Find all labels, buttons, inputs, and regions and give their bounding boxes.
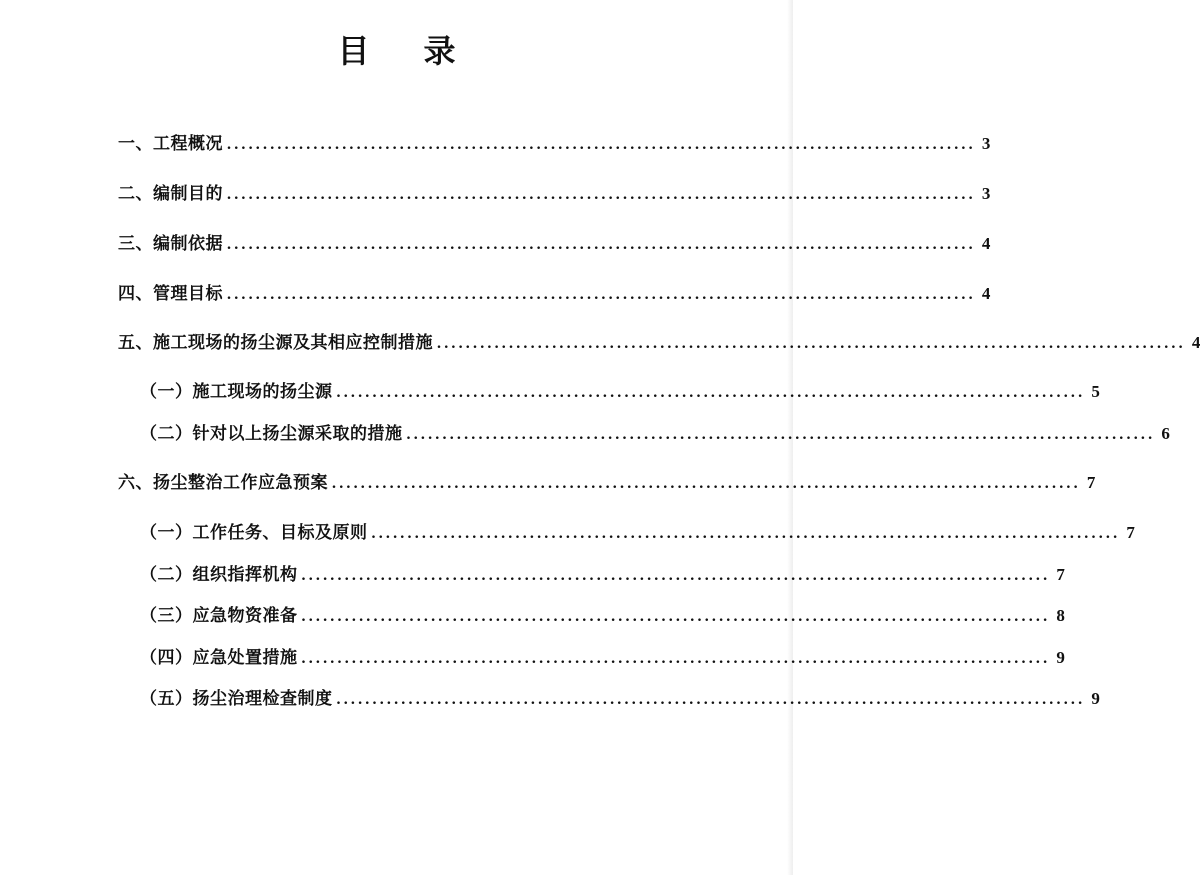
toc-entry-label: （五）扬尘治理检查制度 — [140, 689, 333, 709]
toc-entry[interactable] — [140, 684, 1100, 709]
toc-dot-leader: ........................................................................................................ — [437, 335, 1186, 352]
toc-entry-label: 二、编制目的 — [118, 184, 223, 204]
toc-dot-leader: ........................................................................................................ — [336, 384, 1086, 401]
toc-entry-label: （四）应急处置措施 — [140, 648, 298, 668]
toc-entry-page: 4 — [1191, 333, 1200, 352]
toc-dot-leader: ........................................................................................................ — [406, 426, 1156, 443]
toc-entry[interactable] — [140, 518, 1135, 543]
toc-entry-label: 三、编制依据 — [118, 234, 223, 254]
page-title-char-2: 录 — [423, 32, 456, 70]
toc-dot-leader: ........................................................................................................ — [227, 286, 976, 303]
toc-entry-page: 9 — [1056, 648, 1065, 667]
toc-entry-page: 7 — [1126, 523, 1135, 542]
toc-entry-label: （二）组织指挥机构 — [140, 565, 298, 585]
toc-entry-label: 六、扬尘整治工作应急预案 — [118, 473, 328, 493]
toc-entry-page: 7 — [1086, 473, 1096, 492]
toc-entry-label: 一、工程概况 — [118, 134, 223, 154]
toc-entry[interactable] — [140, 643, 1065, 668]
toc-entry[interactable] — [140, 419, 1170, 444]
toc-dot-leader: ........................................................................................................ — [301, 650, 1051, 667]
toc-entry-label: 五、施工现场的扬尘源及其相应控制措施 — [118, 333, 433, 353]
toc-entry-page: 4 — [981, 284, 991, 303]
toc-entry-label: （一）工作任务、目标及原则 — [140, 523, 368, 543]
toc-entry[interactable] — [118, 279, 991, 304]
toc-dot-leader: ........................................................................................................ — [301, 567, 1051, 584]
toc-dot-leader: ........................................................................................................ — [227, 236, 976, 253]
toc-entry-page: 3 — [981, 184, 991, 203]
toc-entry-page: 4 — [981, 234, 991, 253]
toc-entry-page: 7 — [1056, 565, 1065, 584]
toc-entry[interactable] — [140, 601, 1065, 626]
toc-entry-page: 6 — [1161, 424, 1170, 443]
toc-entry[interactable] — [118, 129, 991, 154]
toc-dot-leader: ........................................................................................................ — [227, 186, 976, 203]
toc-entry[interactable] — [118, 468, 1096, 493]
toc-entry[interactable] — [118, 328, 1200, 353]
toc-entry-page: 3 — [981, 134, 991, 153]
toc-entry-label: （一）施工现场的扬尘源 — [140, 382, 333, 402]
toc-entry[interactable] — [118, 179, 991, 204]
toc-entry[interactable] — [140, 560, 1065, 585]
toc-dot-leader: ........................................................................................................ — [371, 525, 1121, 542]
toc-entry-label: （三）应急物资准备 — [140, 606, 298, 626]
toc-dot-leader: ........................................................................................................ — [332, 475, 1081, 492]
toc-dot-leader: ........................................................................................................ — [336, 691, 1086, 708]
toc-dot-leader: ........................................................................................................ — [227, 136, 976, 153]
toc-entry[interactable] — [118, 229, 991, 254]
toc-entry-label: 四、管理目标 — [118, 284, 223, 304]
page-title — [0, 26, 793, 76]
toc-dot-leader: ........................................................................................................ — [301, 608, 1051, 625]
toc-entry-page: 5 — [1091, 382, 1100, 401]
page-title-char-1: 目 — [337, 32, 370, 70]
toc-entry-page: 8 — [1056, 606, 1065, 625]
toc-entry[interactable] — [140, 377, 1100, 402]
toc-entry-page: 9 — [1091, 689, 1100, 708]
toc-entry-label: （二）针对以上扬尘源采取的措施 — [140, 424, 403, 444]
